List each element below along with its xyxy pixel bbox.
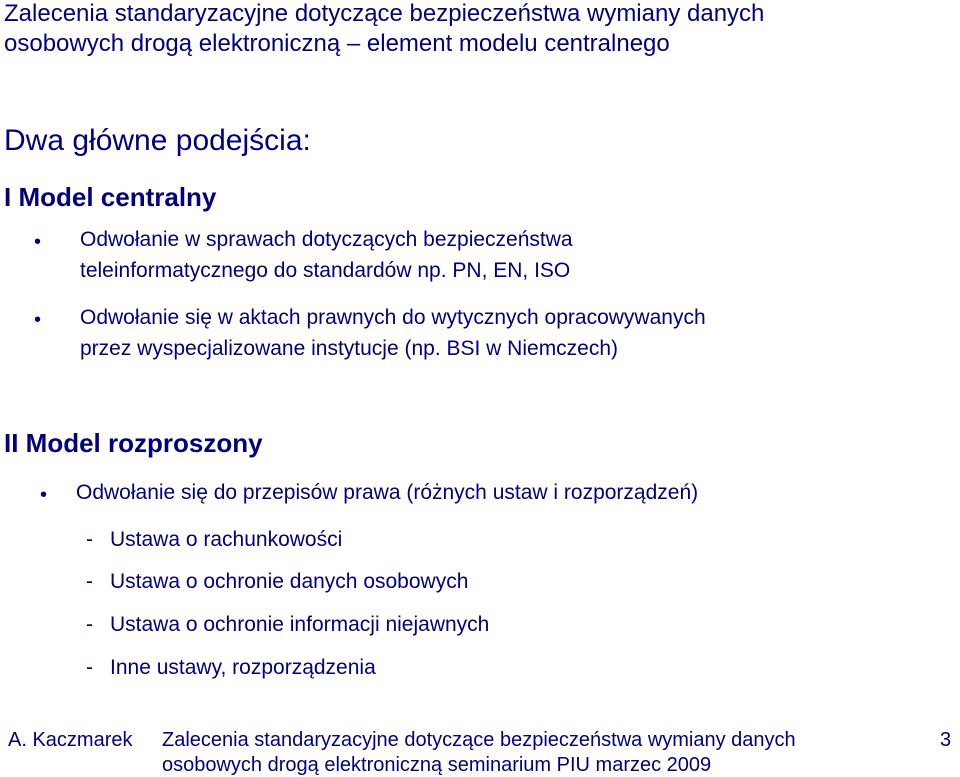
- dash-marker: -: [86, 570, 93, 593]
- slide-subtitle: Dwa główne podejścia:: [4, 124, 311, 157]
- section-heading-model-centralny: I Model centralny: [4, 182, 217, 212]
- bullet-marker: •: [40, 484, 48, 506]
- list-item-ustawa-rachunkowosc: Ustawa o rachunkowości: [110, 528, 343, 551]
- slide-title-line-2: osobowych drogą elektroniczną – element modelu centralnego: [4, 30, 670, 57]
- list-item-ustawa-informacje-niejawne: Ustawa o ochronie informacji niejawnych: [110, 613, 490, 636]
- page-number: 3: [940, 729, 952, 751]
- dash-marker: -: [86, 528, 93, 551]
- bullet-marker: •: [34, 231, 42, 253]
- slide-title-line-1: Zalecenia standaryzacyjne dotyczące bezpieczeństwa wymiany danych: [4, 0, 765, 27]
- bullet-1-line-1: Odwołanie w sprawach dotyczących bezpieczeństwa: [80, 228, 573, 251]
- list-item-ustawa-dane-osobowe: Ustawa o ochronie danych osobowych: [110, 570, 469, 593]
- bullet-2-line-2: przez wyspecjalizowane instytucje (np. BSI w Niemczech): [80, 337, 619, 360]
- bullet-3-line-1: Odwołanie się do przepisów prawa (różnych ustaw i rozporządzeń): [76, 481, 699, 504]
- footer-text-line-1: Zalecenia standaryzacyjne dotyczące bezpieczeństwa wymiany danych: [162, 729, 796, 751]
- list-item-inne-ustawy: Inne ustawy, rozporządzenia: [110, 656, 376, 679]
- footer-author: A. Kaczmarek: [8, 729, 133, 751]
- dash-marker: -: [86, 656, 93, 679]
- bullet-marker: •: [34, 309, 42, 331]
- bullet-2-line-1: Odwołanie się w aktach prawnych do wytycznych opracowywanych: [80, 306, 706, 329]
- section-heading-model-rozproszony: II Model rozproszony: [4, 428, 263, 458]
- bullet-1-line-2: teleinformatycznego do standardów np. PN, EN, ISO: [80, 259, 571, 282]
- footer-text-line-2: osobowych drogą elektroniczną seminarium PIU marzec 2009: [162, 754, 712, 776]
- dash-marker: -: [86, 613, 93, 636]
